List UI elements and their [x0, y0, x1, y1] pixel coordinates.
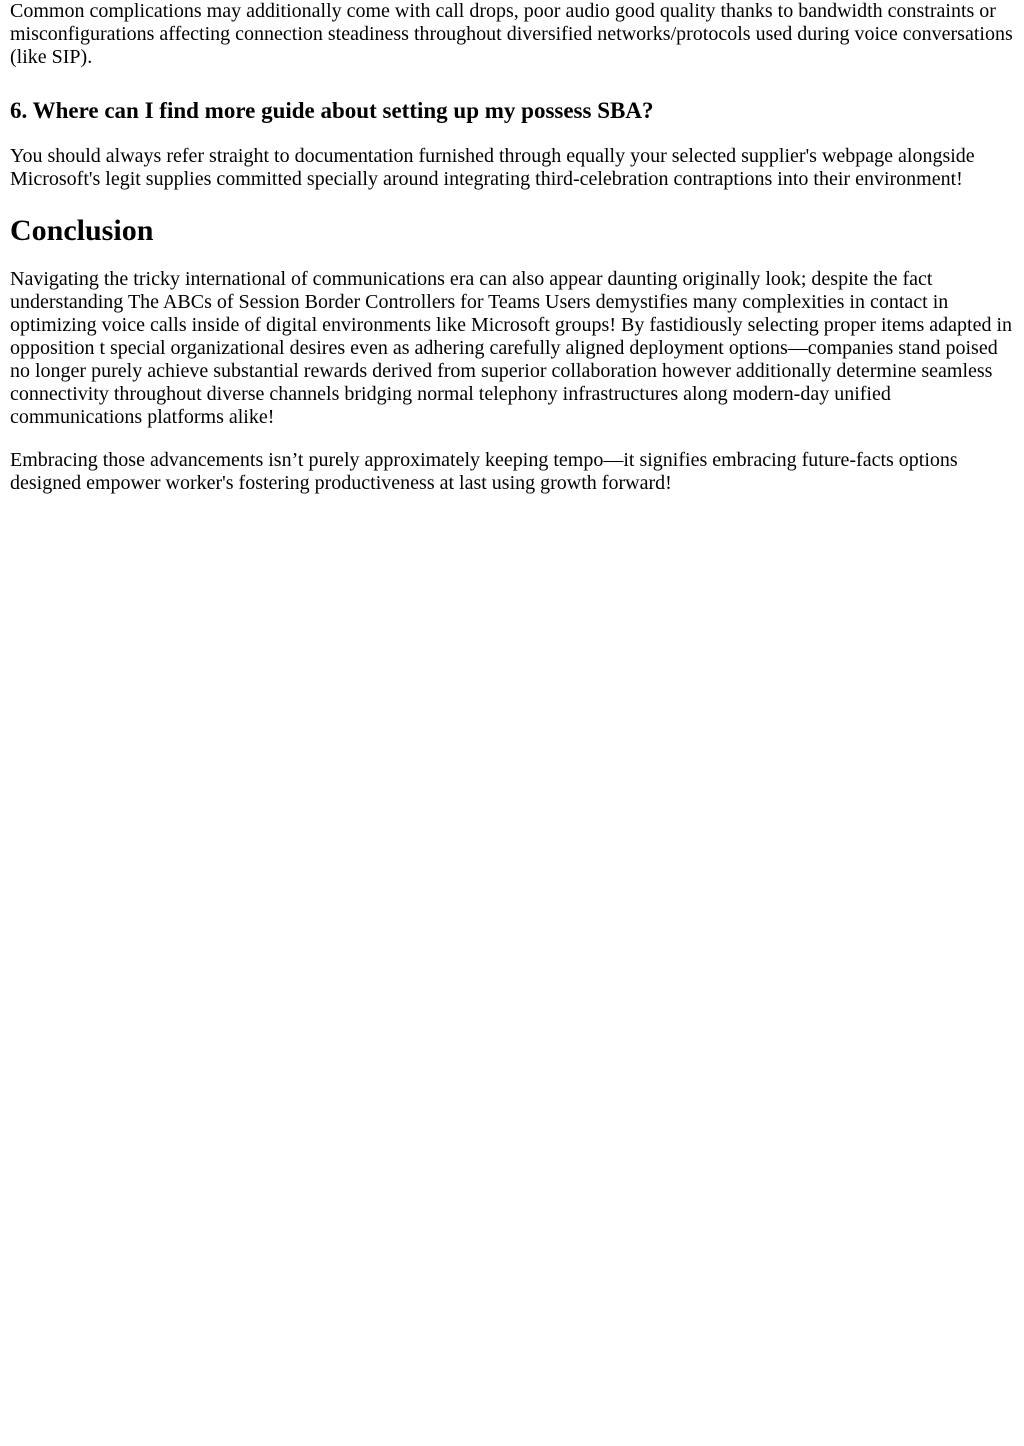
intro-paragraph: Common complications may additionally come with call drops, poor audio good quality thanks to bandwidth constraints or misconfigurations affecting connection steadiness throughout diversified networks/protocols used during voice conversations (like SIP). [10, 0, 1013, 68]
faq-question-6: 6. Where can I find more guide about setting up my possess SBA? [10, 98, 654, 123]
article-body [10, 0, 1014, 495]
conclusion-paragraph-2: Embracing those advancements isn’t purely approximately keeping tempo—it signifies embracing future-facts options designed empower worker's fostering productiveness at last using growth forward! [10, 449, 958, 494]
conclusion-heading: Conclusion [10, 214, 154, 247]
faq-answer-6: You should always refer straight to documentation furnished through equally your selected supplier's webpage alongside Microsoft's legit supplies committed specially around integrating third-celebration contraptions into their environment! [10, 145, 975, 190]
faq-item-6 [10, 97, 1014, 191]
conclusion-section [10, 213, 1014, 495]
conclusion-paragraph-1: Navigating the tricky international of communications era can also appear daunting originally look; despite the fact understanding The ABCs of Session Border Controllers for Teams Users demystifies many complexities in contact in optimizing voice calls inside of digital environments like Microsoft groups! By fastidiously selecting proper items adapted in opposition t special organizational desires even as adhering carefully aligned deployment options—companies stand poised no longer purely achieve substantial rewards derived from superior collaboration however additionally determine seamless connectivity throughout diverse channels bridging normal telephony infrastructures along modern-day unified communications platforms alike! [10, 268, 1013, 428]
